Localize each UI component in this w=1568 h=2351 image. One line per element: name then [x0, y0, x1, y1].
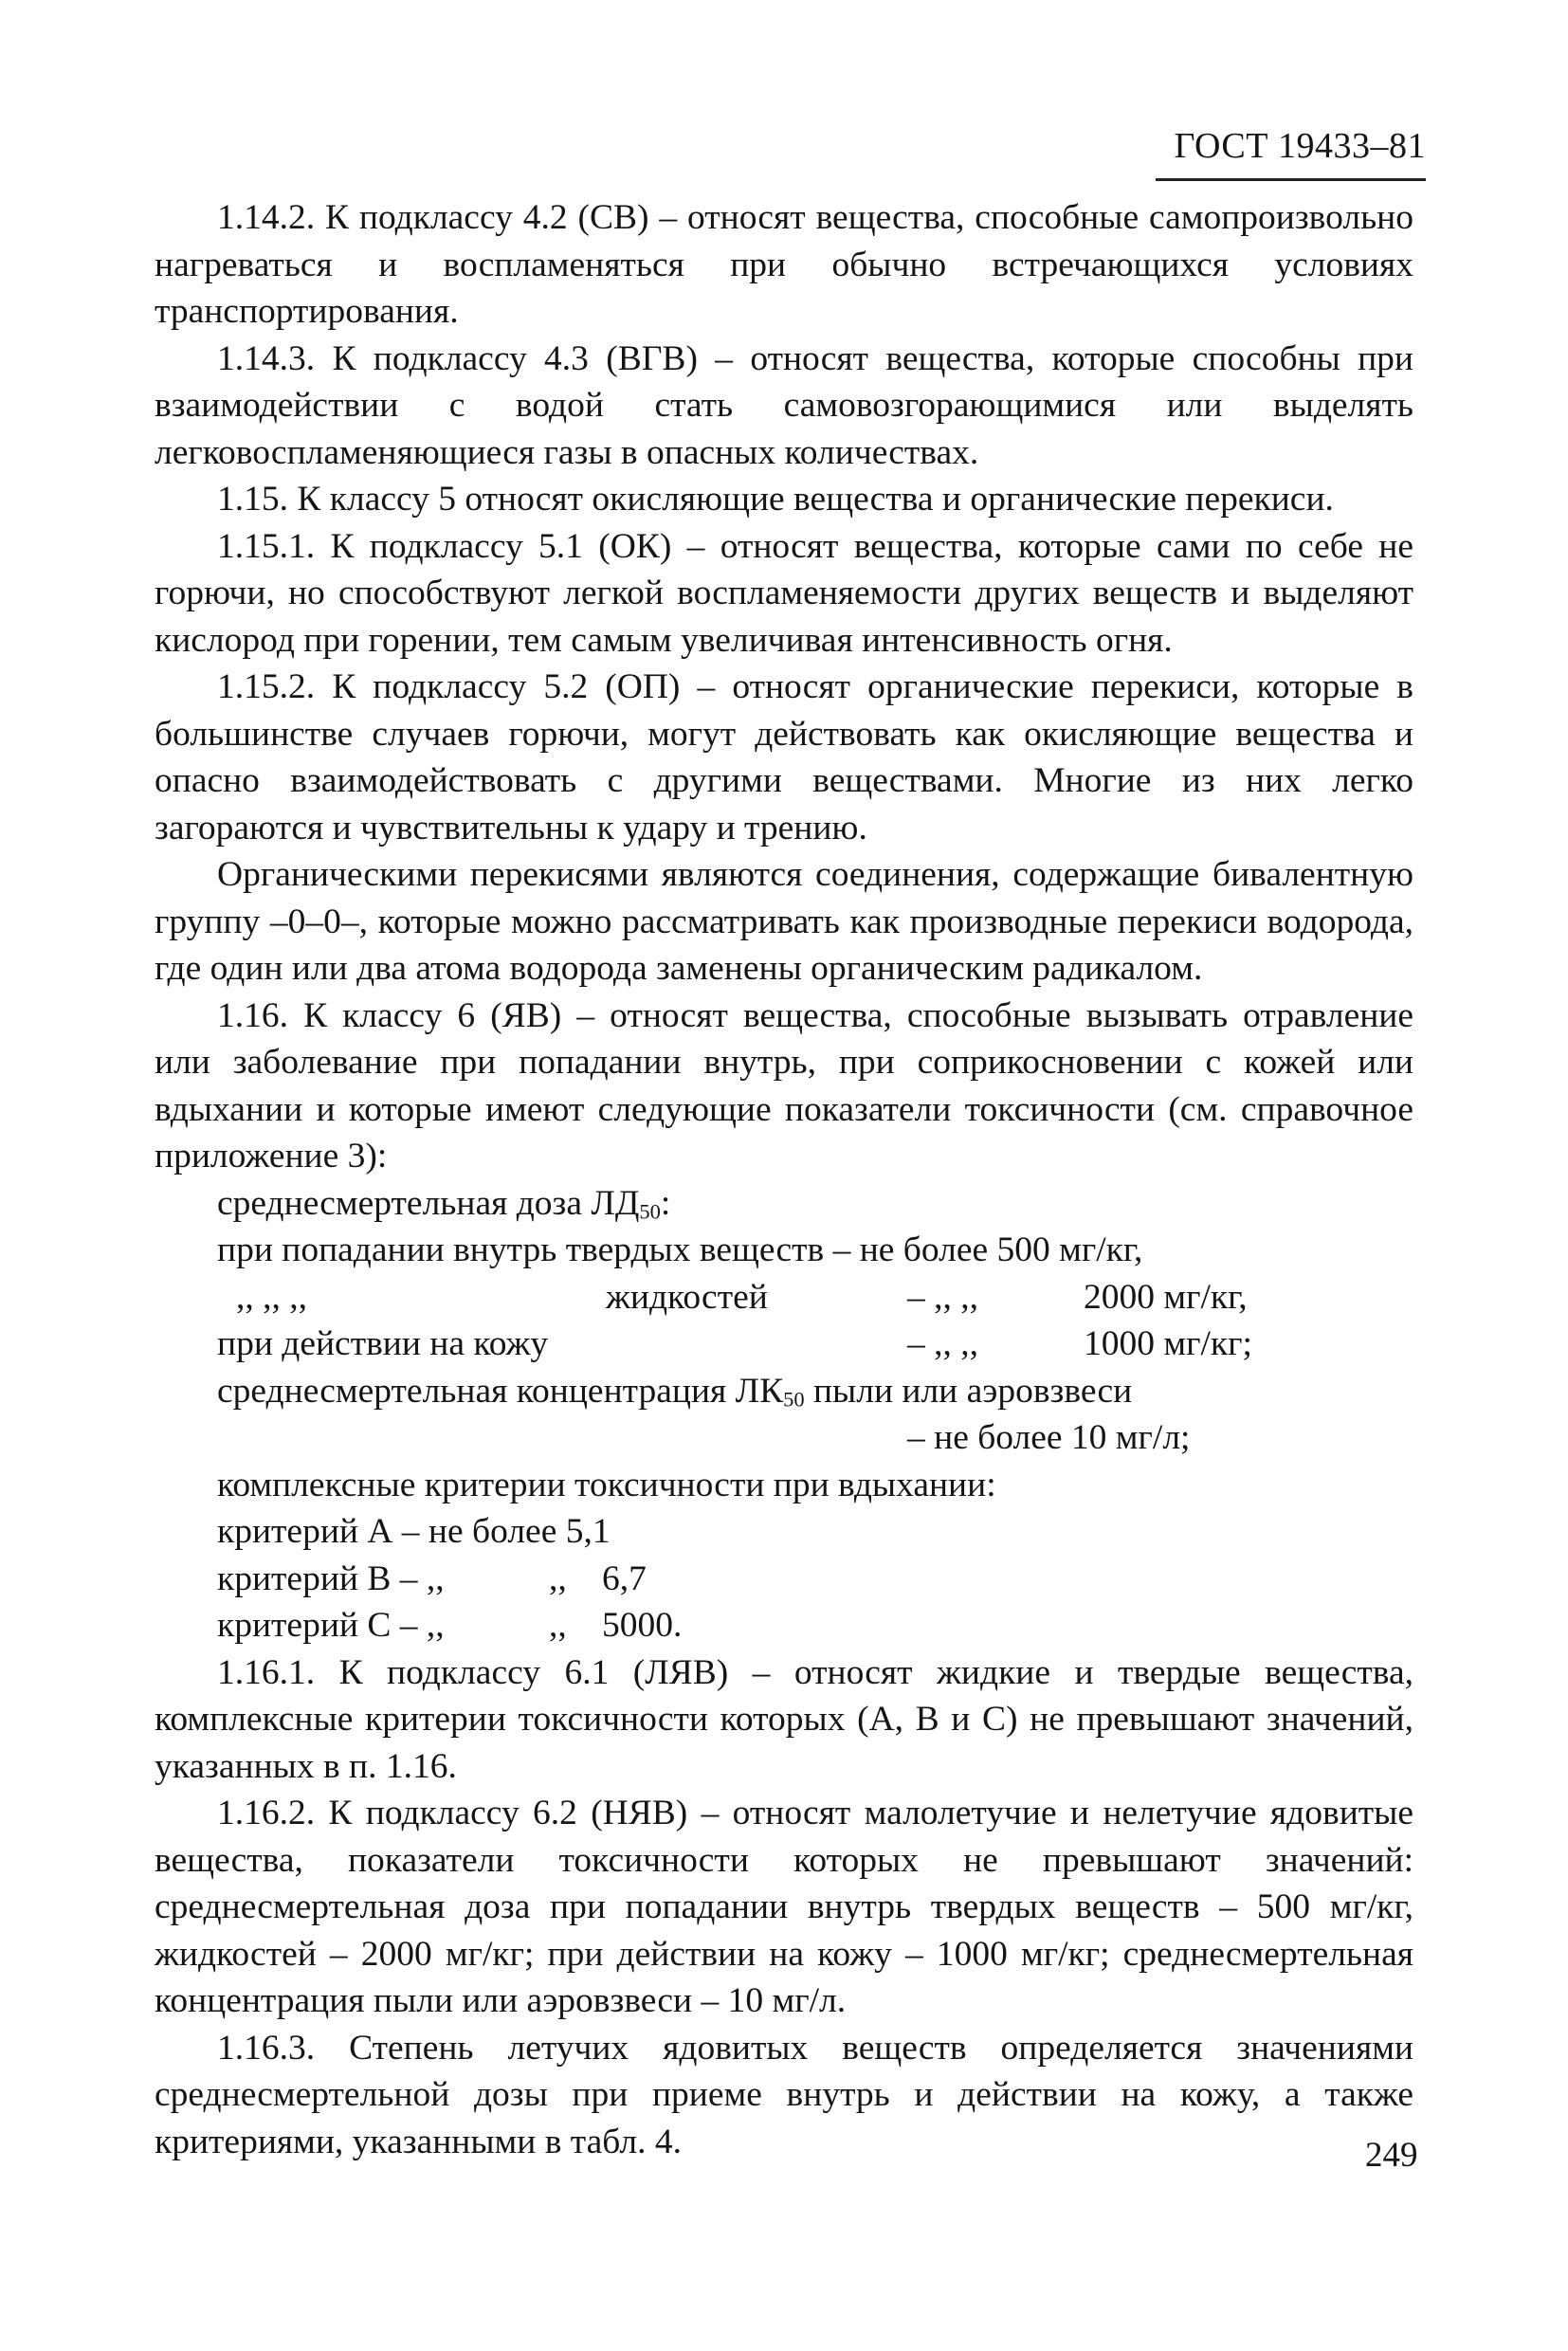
page-number: 249 [1365, 2136, 1418, 2175]
ld50-solid-line: при попадании внутрь твердых веществ – не более 500 мг/кг, [217, 1230, 1143, 1269]
ld50-skin-line: при действии на кожу – ,, ,, 1000 мг/кг; [217, 1324, 1252, 1363]
lc50-line: среднесмертельная концентрация $ЛК_{50}$ пыли или аэровзвеси [217, 1371, 1133, 1411]
paragraph-1-16-1: 1.16.1. К подклассу 6.1 (ЛЯВ) – относят жидкие и твердые вещества, комплексные критерии токсичности которых (А, В и С) не превышают значений, указанных в п. 1.16. [155, 1652, 1413, 1786]
toxicity-criteria [155, 1180, 1413, 1649]
ld50-line: среднесмертельная доза $ЛД_{50}$: [217, 1183, 671, 1223]
paragraph-1-15-1: 1.15.1. К подклассу 5.1 (ОК) – относят вещества, которые сами по себе не горючи, но способствуют легкой воспламеняемости других веществ и выделяют кислород при горении, тем самым увеличивая интенсивность огня. [155, 526, 1413, 660]
ld50-liquid-line: ,, ,, ,, жидкостей – ,, ,, 2000 мг/кг, [236, 1277, 1248, 1317]
paragraph-1-16-2: 1.16.2. К подклассу 6.2 (НЯВ) – относят малолетучие и нелетучие ядовитые вещества, показатели токсичности которых не превышают значений: среднесмертельная доза при попадании внутрь твердых веществ – 500 мг/кг, жидкостей – 2000 мг/кг; при действии на кожу – 1000 мг/кг; среднесмертельная концентрация пыли или аэровзвеси – 10 мг/л. [155, 1794, 1413, 2020]
paragraph-organic-peroxides: Органическими перекисями являются соединения, содержащие бивалентную группу –0–0–, которые можно рассматривать как производные перекиси водорода, где один или два атома водорода заменены органическим радикалом. [155, 855, 1413, 988]
document-header: ГОСТ 19433–81 [1174, 126, 1426, 166]
header-rule [1156, 178, 1426, 181]
criterion-a: критерий А – не более 5,1 [217, 1512, 611, 1551]
paragraph-1-15-2: 1.15.2. К подклассу 5.2 (ОП) – относят органические перекиси, которые в большинстве случаев горючи, могут действовать как окисляющие вещества и опасно взаимодействовать с другими веществами. Многие из них легко загораются и чувствительны к удару и трению. [155, 667, 1413, 847]
criterion-b: критерий В – ,, ,, 6,7 [217, 1558, 647, 1598]
body-text [155, 194, 1413, 2165]
paragraph-1-14-2: 1.14.2. К подклассу 4.2 (СВ) – относят вещества, способные самопроизвольно нагреваться и воспламеняться при обычно встречающихся условиях транспортирования. [155, 198, 1413, 331]
complex-criteria-label: комплексные критерии токсичности при вдыхании: [217, 1465, 996, 1504]
lc50-value-line: – не более 10 мг/л; [907, 1418, 1191, 1457]
paragraph-1-15: 1.15. К классу 5 относят окисляющие вещества и органические перекиси. [217, 480, 1334, 519]
paragraph-1-14-3: 1.14.3. К подклассу 4.3 (ВГВ) – относят вещества, которые способны при взаимодействии с водой стать самовозгорающимися или выделять легковоспламеняющиеся газы в опасных количествах. [155, 338, 1413, 472]
paragraph-1-16-3: 1.16.3. Степень летучих ядовитых веществ определяется значениями среднесмертельной дозы при приеме внутрь и действии на кожу, а также критериями, указанными в табл. 4. [155, 2028, 1413, 2161]
criterion-c: критерий С – ,, ,, 5000. [217, 1606, 683, 1645]
paragraph-1-16: 1.16. К классу 6 (ЯВ) – относят вещества, способные вызывать отравление или заболевание при попадании внутрь, при соприкосновении с кожей или вдыхании и которые имеют следующие показатели токсичности (см. справочное приложение 3): [155, 995, 1413, 1176]
